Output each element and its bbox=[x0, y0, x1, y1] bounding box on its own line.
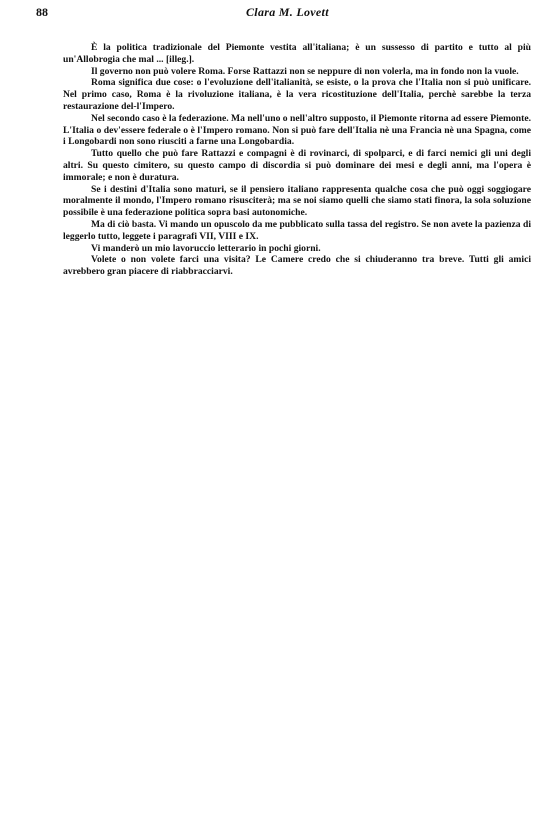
paragraph: Il governo non può volere Roma. Forse Rattazzi non se neppure di non volerla, ma in fondo non la vuole. bbox=[91, 65, 519, 77]
paragraph: Se i destini d'Italia sono maturi, se il pensiero italiano rappresenta qualche cosa che può oggi soggiogare moralmente il mondo, l'Impero romano risusciterà; ma se noi siamo quelli che siamo stati finora, la sola soluzione possibile è una federazione politica sopra basi autonomiche. bbox=[63, 183, 531, 219]
paragraph: Volete o non volete farci una visita? Le Camere credo che si chiuderanno tra breve. Tutti gli amici avrebbero gran piacere di riabbracciarvi. bbox=[63, 254, 531, 278]
paragraph: Tutto quello che può fare Rattazzi e compagni è di rovinarci, di spolparci, e di farci nemici gli uni degli altri. Su questo cimitero, su questo campo di discordia si può dominare dei mesi e degli anni, ma l'opera è immorale; e non è duratura. bbox=[63, 148, 531, 183]
running-head bbox=[36, 5, 530, 21]
paragraph: Roma significa due cose: o l'evoluzione dell'italianità, se esiste, o la prova che l'Italia non si può unificare. Nel primo caso, Roma è la rivoluzione italiana, è la vera ricostituzione dell'Italia, perchè sarebbe la terza restaurazione del-l'Impero. bbox=[63, 77, 531, 112]
paragraph: Ma di ciò basta. Vi mando un opuscolo da me pubblicato sulla tassa del registro. Se non avete la pazienza di leggerlo tutto, leggete i paragrafi VII, VIII e IX. bbox=[63, 218, 531, 242]
page-number: 88 bbox=[36, 5, 48, 19]
paragraph: È la politica tradizionale del Piemonte vestita all'italiana; è un sussesso di partito e tutto al più un'Allobrogia che mal ... [illeg.]. bbox=[63, 42, 531, 65]
paragraph: Nel secondo caso è la federazione. Ma nell'uno o nell'altro supposto, il Piemonte ritorna ad essere Piemonte. L'Italia o dev'essere federale o è l'Impero romano. Non si può fare dell'Italia nè una Francia nè una Spagna, come i Longobardi non sono riusciti a farne una Longobardia. bbox=[63, 112, 531, 148]
body-text bbox=[63, 42, 531, 278]
paragraph: Vi manderò un mio lavoruccio letterario in pochi giorni. bbox=[91, 242, 321, 254]
running-head-title: Clara M. Lovett bbox=[246, 5, 329, 19]
